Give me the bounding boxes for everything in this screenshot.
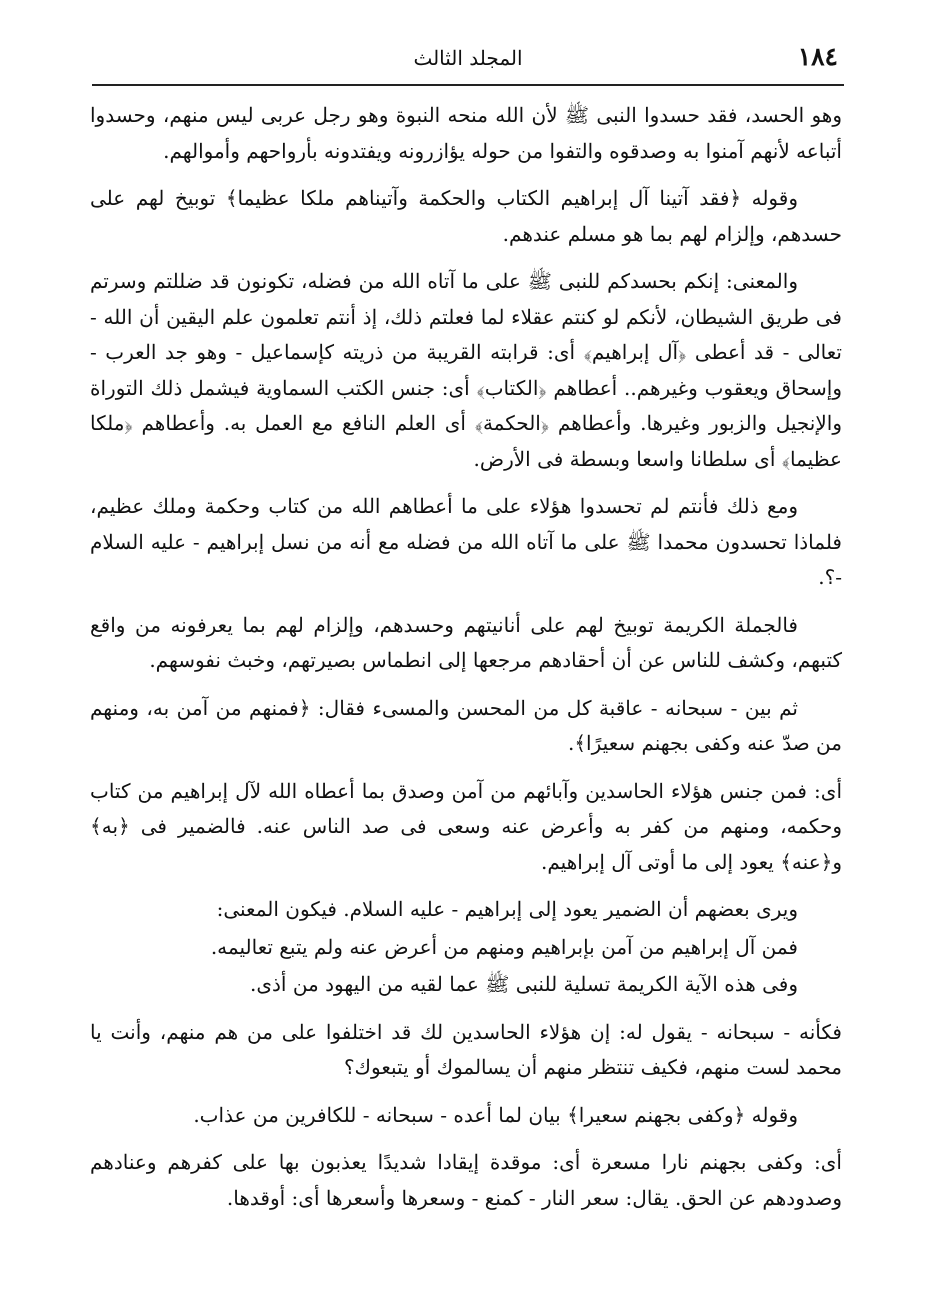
paragraph-8: ويرى بعضهم أن الضمير يعود إلى إبراهيم - عليه السلام. فيكون المعنى: [216,897,798,921]
header-divider [92,84,844,86]
paragraph-2: وقوله ﴿فقد آتينا آل إبراهيم الكتاب والحكمة وآتيناهم ملكا عظيما﴾ توبيخ لهم على حسدهم، وإلزام لهم بما هو مسلم عندهم. [90,186,842,246]
paragraph-7: أى: فمن جنس هؤلاء الحاسدين وآبائهم من آمن وصدق بما أعطاه الله لآل إبراهيم من كتاب وحكمه، ومنهم من كفر به وأعرض عنه وسعى فى صد الناس عنه. فالضمير فى ﴿به﴾ و﴿عنه﴾ يعود إلى ما أوتى آل إبراهيم. [90,778,842,874]
paragraph-13: أى: وكفى بجهنم نارا مسعرة أى: موقدة إيقادا شديدًا يعذبون بها على كفرهم وعنادهم وصدودهم عن الحق. يقال: سعر النار - كمنع - وسعرها وأسعرها أى: أوقدها. [90,1150,842,1210]
paragraph-9: فمن آل إبراهيم من آمن بإبراهيم ومنهم من أعرض عنه ولم يتبع تعاليمه. [210,934,798,959]
page-body [90,98,842,1228]
paragraph-11: فكأنه - سبحانه - يقول له: إن هؤلاء الحاسدين لك قد اختلفوا على من هم منهم، وأنت يا محمد لست منهم، فكيف تنتظر منهم أن يسالموك أو يتبعوك؟ [90,1019,842,1079]
volume-title: المجلد الثالث [413,46,523,70]
paragraph-3: والمعنى: إنكم بحسدكم للنبى ﷺ على ما آتاه الله من فضله، تكونون قد ضللتم وسرتم فى طريق الشيطان، لأنكم لو كنتم عقلاء لما فعلتم ذلك، إذ أنتم تعلمون علم اليقين أن الله - تعالى - قد أعطى ﴿آل إبراهيم﴾ أى: قرابته القريبة من ذريته كإسماعيل - وهو جد العرب - وإسحاق ويعقوب وغيرهم.. أعطاهم ﴿الكتاب﴾ أى: جنس الكتب السماوية فيشمل ذلك التوراة والإنجيل والزبور وغيرها. وأعطاهم ﴿الحكمة﴾ أى العلم النافع مع العمل به. وأعطاهم ﴿ملكا عظيما﴾ أى سلطانا واسعا وبسطة فى الأرض. [90,269,842,471]
paragraph-4: ومع ذلك فأنتم لم تحسدوا هؤلاء على ما أعطاهم الله من كتاب وحكمة وملك عظيم، فلماذا تحسدون محمدا ﷺ على ما آتاه الله من فضله مع أنه من نسل إبراهيم - عليه السلام -؟. [90,494,842,589]
paragraph-5: فالجملة الكريمة توبيخ لهم على أنانيتهم وحسدهم، وإلزام لهم بما يعرفونه من واقع كتبهم، وكشف للناس عن أن أحقادهم مرجعها إلى انطماس بصيرتهم، وخبث نفوسهم. [90,612,842,672]
paragraph-10: وفى هذه الآية الكريمة تسلية للنبى ﷺ عما لقيه من اليهود من أذى. [250,972,798,996]
page-number: ١٨٤ [797,42,838,71]
paragraph-6: ثم بين - سبحانه - عاقبة كل من المحسن والمسىء فقال: ﴿فمنهم من آمن به، ومنهم من صدّ عنه وكفى بجهنم سعيرًا﴾. [90,695,842,755]
running-header [92,38,844,78]
paragraph-1: وهو الحسد، فقد حسدوا النبى ﷺ لأن الله منحه النبوة وهو رجل عربى ليس منهم، وحسدوا أتباعه لأنهم آمنوا به وصدقوه والتفوا من حوله يؤازرونه ويفتدونه بأرواحهم وأموالهم. [90,103,842,163]
paragraph-12: وقوله ﴿وكفى بجهنم سعيرا﴾ بيان لما أعده - سبحانه - للكافرين من عذاب. [193,1102,798,1127]
